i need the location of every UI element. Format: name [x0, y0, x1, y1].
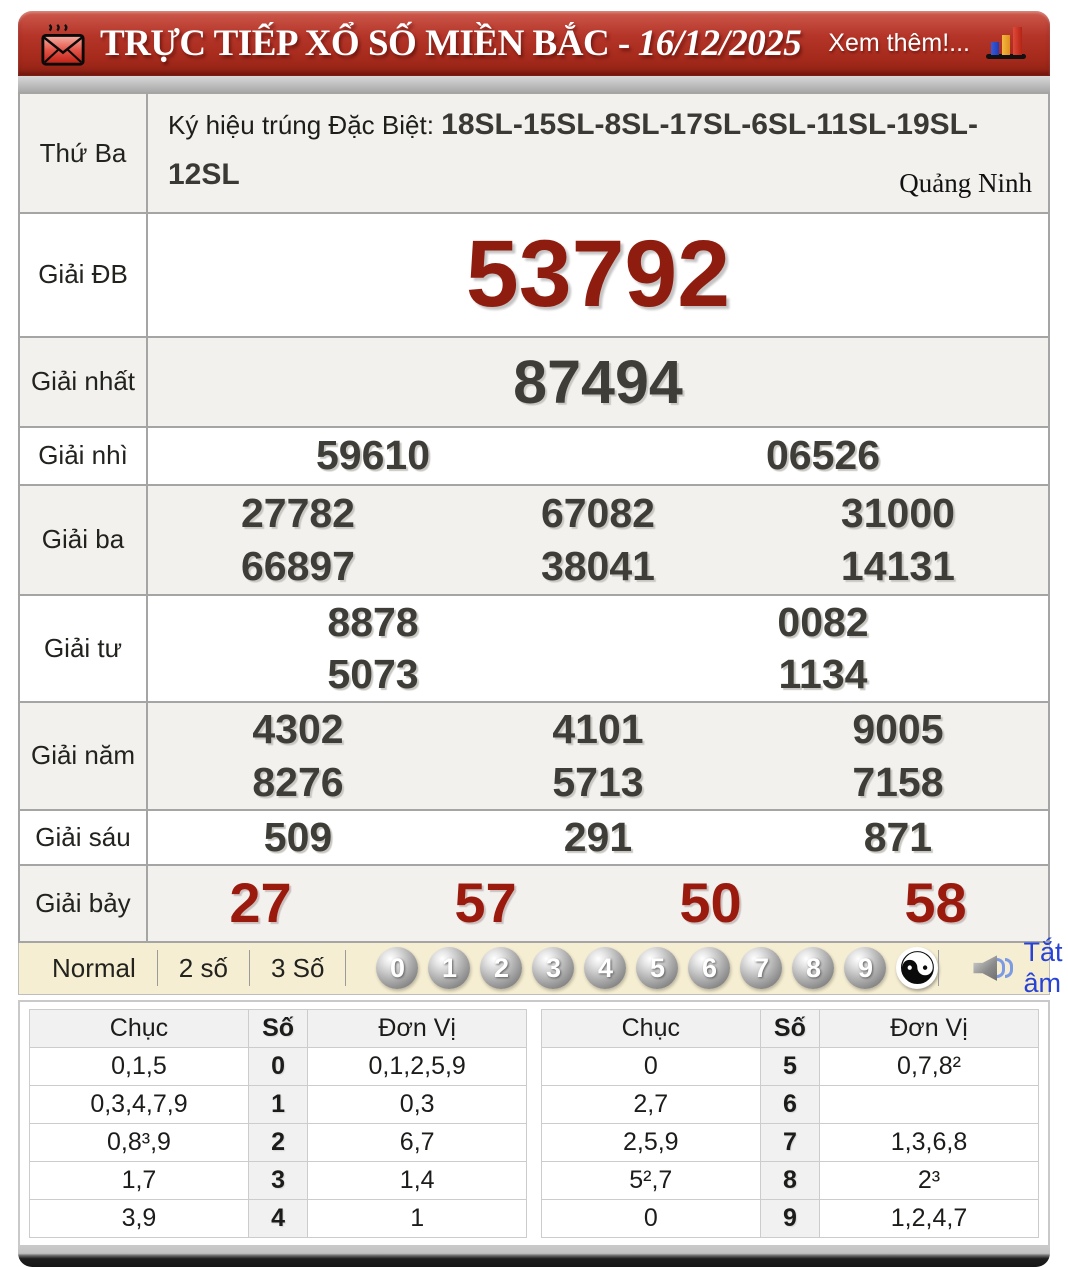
prize-label: Giải ĐB [19, 213, 147, 337]
prize-number: 66897 [240, 542, 355, 589]
stat-cell-so: 1 [248, 1085, 308, 1123]
results-table [18, 92, 1050, 943]
page-title-text: TRỰC TIẾP XỔ SỐ MIỀN BẮC - [100, 22, 630, 64]
prize-label: Giải ba [19, 485, 147, 595]
prize-number: 53792 [465, 221, 731, 327]
col-header-donvi: Đơn Vị [820, 1009, 1039, 1047]
stat-cell-donvi: 6,7 [308, 1123, 527, 1161]
prize-number: 8276 [252, 758, 344, 805]
stats-row [542, 1199, 1039, 1237]
stats-table-right [541, 1009, 1039, 1238]
page-title-date: 16/12/2025 [637, 22, 802, 64]
prize-row-sixth [19, 810, 1049, 865]
stat-cell-so: 4 [248, 1199, 308, 1237]
symbol-codes: 18SL-15SL-8SL-17SL-6SL-11SL-19SL-12SL [168, 108, 978, 191]
province-name: Quảng Ninh [899, 168, 1032, 198]
prize-row-first [19, 337, 1049, 427]
prize-number: 509 [263, 813, 333, 860]
stat-cell-so: 8 [760, 1161, 820, 1199]
stat-cell-so: 5 [760, 1047, 820, 1085]
prize-row-second [19, 427, 1049, 485]
prize-number: 06526 [765, 432, 880, 479]
prize-number: 291 [563, 813, 633, 860]
prize-label: Giải bảy [19, 865, 147, 942]
prize-number: 5713 [552, 758, 644, 805]
prize-label: Giải năm [19, 702, 147, 810]
col-header-chuc: Chục [542, 1009, 761, 1047]
digit-ball-6[interactable]: 6 [688, 947, 730, 989]
prize-number: 38041 [540, 542, 655, 589]
digit-ball-2[interactable]: 2 [480, 947, 522, 989]
prize-number: 27782 [240, 490, 355, 537]
stat-cell-chuc: 0,8³,9 [30, 1123, 249, 1161]
prize-row-third [19, 485, 1049, 595]
prize-number: 14131 [840, 542, 955, 589]
stat-cell-donvi: 1 [308, 1199, 527, 1237]
digit-balls [376, 941, 938, 995]
stat-cell-donvi: 1,3,6,8 [820, 1123, 1039, 1161]
page-title [100, 22, 801, 65]
col-header-so: Số [248, 1009, 308, 1047]
stat-cell-donvi: 0,3 [308, 1085, 527, 1123]
prize-label: Giải tư [19, 595, 147, 702]
stat-cell-so: 2 [248, 1123, 308, 1161]
stat-cell-chuc: 2,7 [542, 1085, 761, 1123]
stat-cell-so: 0 [248, 1047, 308, 1085]
stat-cell-donvi: 0,1,2,5,9 [308, 1047, 527, 1085]
prize-row-fourth [19, 595, 1049, 702]
stats-row [30, 1199, 527, 1237]
bar-chart-icon[interactable] [986, 25, 1028, 61]
prize-number: 27 [229, 871, 292, 935]
header-gray-strip [18, 75, 1050, 92]
stat-cell-donvi: 1,2,4,7 [820, 1199, 1039, 1237]
stat-cell-donvi: 0,7,8² [820, 1047, 1039, 1085]
digit-ball-8[interactable]: 8 [792, 947, 834, 989]
stat-cell-chuc: 0 [542, 1199, 761, 1237]
stats-header-row [30, 1009, 527, 1047]
prize-number: 5073 [327, 651, 419, 698]
digit-ball-3[interactable]: 3 [532, 947, 574, 989]
stats-header-row [542, 1009, 1039, 1047]
digit-ball-0[interactable]: 0 [376, 947, 418, 989]
speaker-icon [973, 954, 1013, 982]
prize-number: 871 [863, 813, 933, 860]
separator [938, 950, 939, 986]
symbol-row [19, 93, 1049, 213]
stat-cell-donvi [820, 1085, 1039, 1123]
digit-ball-1[interactable]: 1 [428, 947, 470, 989]
prize-number: 8878 [327, 598, 419, 645]
prize-number: 4101 [552, 706, 644, 753]
digit-ball-7[interactable]: 7 [740, 947, 782, 989]
stats-row [30, 1161, 527, 1199]
prize-number: 87494 [513, 347, 683, 416]
col-header-donvi: Đơn Vị [308, 1009, 527, 1047]
stats-table-left [29, 1009, 527, 1238]
prize-number: 7158 [852, 758, 944, 805]
mute-label: Tắt âm [1023, 937, 1063, 999]
mode-tab-3so[interactable]: 3 Số [270, 952, 325, 983]
stat-cell-chuc: 5²,7 [542, 1161, 761, 1199]
col-header-chuc: Chục [30, 1009, 249, 1047]
prize-number: 50 [679, 871, 742, 935]
mute-button[interactable] [938, 937, 1062, 999]
stats-row [30, 1047, 527, 1085]
see-more-link[interactable]: Xem thêm!... [828, 28, 970, 57]
digit-ball-9[interactable]: 9 [844, 947, 886, 989]
prize-number: 4302 [252, 706, 344, 753]
lottery-widget [18, 11, 1063, 1267]
col-header-so: Số [760, 1009, 820, 1047]
stat-cell-so: 6 [760, 1085, 820, 1123]
symbol-label: Ký hiệu trúng Đặc Biệt: [168, 110, 442, 140]
stat-cell-so: 9 [760, 1199, 820, 1237]
prize-number: 9005 [852, 706, 944, 753]
prize-label: Giải sáu [19, 810, 147, 865]
stats-row [542, 1123, 1039, 1161]
stat-cell-chuc: 1,7 [30, 1161, 249, 1199]
draw-day-label: Thứ Ba [19, 93, 147, 213]
prize-label: Giải nhất [19, 337, 147, 427]
digit-ball-4[interactable]: 4 [584, 947, 626, 989]
prize-row-fifth [19, 702, 1049, 810]
stat-cell-so: 7 [760, 1123, 820, 1161]
prize-number: 58 [904, 871, 967, 935]
stat-cell-chuc: 0,1,5 [30, 1047, 249, 1085]
mode-tab-2so[interactable]: 2 số [178, 952, 228, 983]
prize-row-special [19, 213, 1049, 337]
control-bar [18, 937, 1063, 999]
stat-cell-chuc: 0 [542, 1047, 761, 1085]
prize-number: 1134 [778, 651, 868, 698]
stats-row [30, 1123, 527, 1161]
prize-number: 67082 [540, 490, 655, 537]
hot-envelope-icon [40, 21, 86, 67]
stats-row [542, 1161, 1039, 1199]
prize-number: 0082 [777, 598, 869, 645]
stat-cell-chuc: 0,3,4,7,9 [30, 1085, 249, 1123]
prize-label: Giải nhì [19, 427, 147, 485]
stats-row [542, 1047, 1039, 1085]
separator [345, 950, 346, 986]
yin-yang-icon[interactable]: ☯ [897, 941, 938, 995]
bottom-frame-bar [18, 1247, 1050, 1267]
stats-row [30, 1085, 527, 1123]
statistics-section [18, 1000, 1050, 1247]
stat-cell-chuc: 2,5,9 [542, 1123, 761, 1161]
mode-tab-normal[interactable]: Normal [52, 952, 136, 983]
stat-cell-chuc: 3,9 [30, 1199, 249, 1237]
digit-ball-5[interactable]: 5 [636, 947, 678, 989]
stat-cell-donvi: 1,4 [308, 1161, 527, 1199]
stats-row [542, 1085, 1039, 1123]
header [18, 11, 1050, 75]
stat-cell-so: 3 [248, 1161, 308, 1199]
prize-number: 31000 [840, 490, 955, 537]
stat-cell-donvi: 2³ [820, 1161, 1039, 1199]
prize-number: 57 [454, 871, 517, 935]
prize-number: 59610 [315, 432, 430, 479]
prize-row-seventh [19, 865, 1049, 942]
